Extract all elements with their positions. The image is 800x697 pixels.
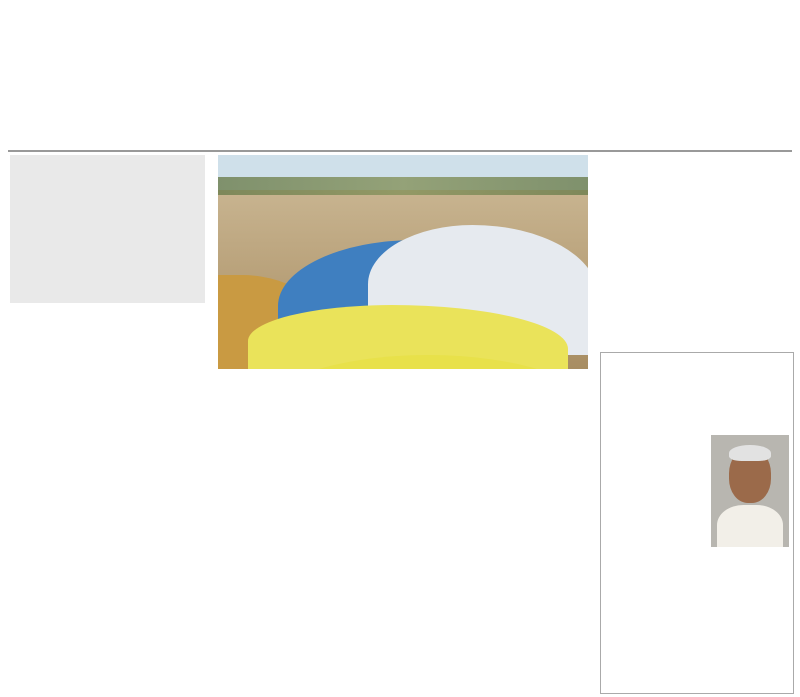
article-column-4 (600, 152, 790, 347)
article-column-1 (10, 312, 205, 692)
sidebar-text-beside-photo (607, 437, 705, 545)
masthead-headline (0, 0, 800, 100)
headline-subtitle (258, 112, 790, 146)
subheading-machines (218, 414, 398, 431)
sidebar-headline (605, 357, 789, 433)
news-photo (218, 155, 588, 369)
article-column-2 (218, 410, 398, 692)
summary-box (10, 155, 205, 303)
article-column-3 (410, 410, 590, 692)
sidebar-text-below-photo (607, 549, 787, 649)
subheading-damage (410, 414, 590, 431)
sidebar-box (600, 352, 794, 694)
photo-caption (218, 372, 588, 406)
farmer-portrait (711, 435, 789, 547)
summary-list (10, 155, 205, 161)
sidebar-byline (607, 651, 787, 687)
headline-title (20, 10, 780, 94)
